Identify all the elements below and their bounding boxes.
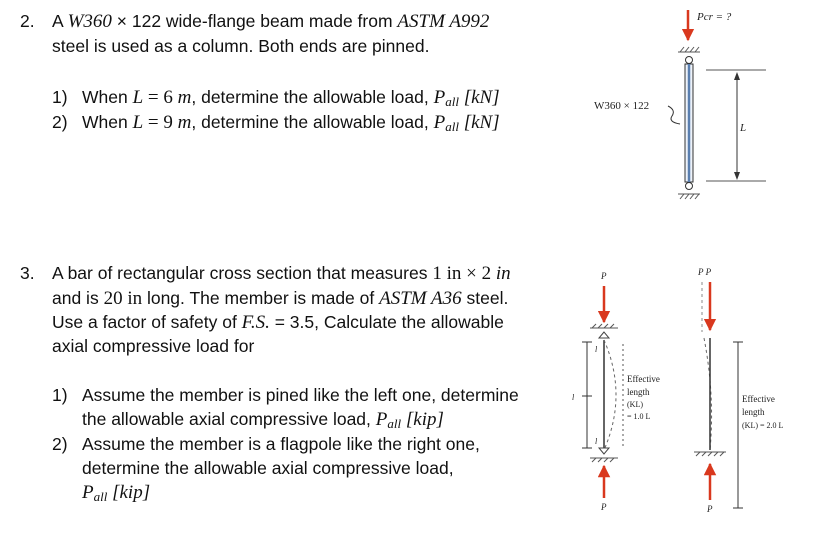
eff-left-2: length: [627, 387, 650, 397]
section-label: W360 × 122: [594, 100, 650, 112]
q2-item-2-text: , determine the allowable load,: [191, 112, 434, 132]
q3-item-2-unit: [kip]: [107, 482, 151, 503]
q2-item-1-number: 1): [52, 87, 68, 107]
q3-fs: F.S.: [241, 312, 270, 333]
dim-arrow-up-icon: [734, 72, 740, 80]
bottom-left-pin-icon: [599, 448, 609, 454]
q2-item-1-sub: all: [445, 94, 459, 109]
small-mark: l: [572, 393, 575, 402]
q2-item-1-text: , determine the allowable load,: [191, 87, 434, 107]
q3-number: 3.: [20, 263, 35, 283]
l-top: l: [595, 345, 598, 354]
q3-item-1-line-1: Assume the member is pined like the left one, determine: [82, 385, 519, 405]
top-pin-icon: [686, 57, 693, 64]
q2-item-2-value: = 9: [143, 112, 178, 133]
eff-left-1: Effective: [627, 374, 660, 384]
top-left-pin-icon: [599, 332, 609, 338]
q3-text: Use a factor of safety of: [52, 312, 242, 332]
q3-item-2-p: P: [82, 482, 94, 503]
q2-text: × 122 wide-flange beam made from: [111, 11, 398, 31]
q2-item-1-value: = 6: [143, 87, 178, 108]
bottom-pin-icon: [686, 183, 693, 190]
q2-text: A: [52, 11, 68, 31]
q2-item-1-var: L: [132, 87, 144, 108]
q3-item-2-number: 2): [52, 434, 68, 454]
q3-item-1-number: 1): [52, 385, 68, 405]
q2-item-2-text: When: [82, 112, 133, 132]
q3-line-4: axial compressive load for: [52, 336, 255, 356]
p-top-left: P: [601, 271, 607, 281]
q3-item-1-unit: [kip]: [401, 409, 444, 430]
q2-number: 2.: [20, 11, 35, 31]
q2-section-name: W360: [67, 11, 112, 32]
q3-material: ASTM A36: [379, 288, 462, 309]
q3-dim-1: 1 in: [432, 263, 462, 284]
p-bottom-left: P: [601, 502, 607, 512]
flagpole-base-hatch-icon: [694, 452, 726, 456]
dim-arrow-down-icon: [734, 172, 740, 180]
q3-dim-unit: in: [495, 263, 511, 284]
q2-line-2: steel is used as a column. Both ends are pinned.: [52, 36, 430, 56]
l-bottom: l: [595, 437, 598, 446]
leader-line: [668, 106, 680, 124]
q2-material: ASTM A992: [397, 11, 490, 32]
q2-item-2-unit: m: [177, 112, 192, 133]
q3-item-2-line-2: determine the allowable axial compressive load,: [82, 458, 454, 478]
q3-text: and is: [52, 288, 104, 308]
bottom-support-hatch-icon: [678, 194, 700, 199]
q2-item-2-sub: all: [445, 119, 459, 134]
eff-right-3: (KL) = 2.0 L: [742, 421, 784, 430]
q3-text: = 3.5, Calculate the allowable: [269, 312, 504, 332]
q3-item-1-text: the allowable axial compressive load,: [82, 409, 376, 429]
q2-item-2-p: P: [433, 112, 446, 133]
q3-text: A bar of rectangular cross section that measures: [52, 263, 433, 283]
q2-item-2-unit-kn: [kN]: [458, 112, 500, 133]
q2-item-1-unit-kn: [kN]: [458, 87, 500, 108]
pcr-label: Pcr = ?: [697, 11, 732, 23]
q2-item-2-number: 2): [52, 112, 68, 132]
top-support-hatch-icon: [678, 47, 700, 52]
bottom-left-support-hatch-icon: [590, 458, 618, 462]
q3-item-1-p: P: [375, 409, 388, 430]
q2-item-2-var: L: [132, 112, 144, 133]
effective-length-figure: [572, 267, 784, 514]
p-top-right: P P: [698, 267, 712, 277]
p-bottom-right: P: [707, 504, 713, 514]
q3-text: steel.: [461, 288, 509, 308]
left-buckled-shape: [604, 340, 616, 450]
q2-item-1-p: P: [433, 87, 446, 108]
q3-dim-2: × 2: [461, 263, 496, 284]
q3-item-2-line-1: Assume the member is a flagpole like the right one,: [82, 434, 480, 454]
q3-text: long. The member is made of: [142, 288, 380, 308]
column-figure: [594, 10, 766, 199]
q3-item-1-sub: all: [387, 416, 402, 431]
length-label: L: [740, 122, 747, 134]
eff-right-1: Effective: [742, 394, 775, 404]
q3-length: 20 in: [103, 288, 143, 309]
q2-item-1-text: When: [82, 87, 133, 107]
q2-item-1-unit: m: [177, 87, 192, 108]
eff-left-4: = 1.0 L: [627, 412, 651, 421]
eff-left-3: (KL): [627, 400, 643, 409]
top-left-support-hatch-icon: [590, 324, 618, 328]
eff-right-2: length: [742, 407, 765, 417]
q3-item-2-sub: all: [93, 489, 108, 504]
